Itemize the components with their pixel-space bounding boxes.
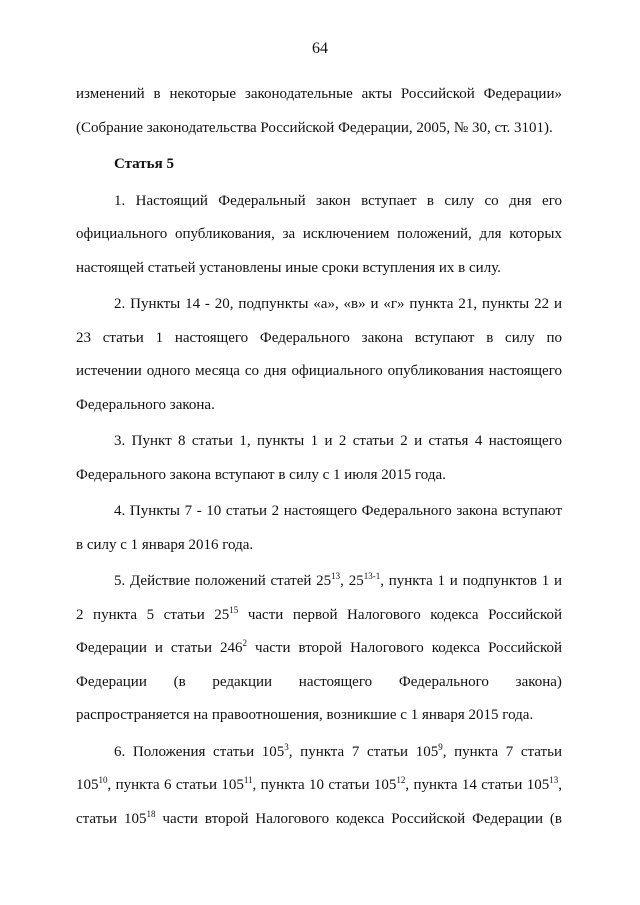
p4-line-1: 4. Пункты 7 - 10 статьи 2 настоящего Федерального закона вступают <box>114 503 562 519</box>
p2-line-3: истечении одного месяца со дня официального опубликования настоящего <box>76 363 562 379</box>
p6-l3-text-a: статьи 105 <box>76 810 147 827</box>
p5-l1-text-c: , пункта 1 и подпунктов 1 и <box>380 573 562 589</box>
p5-l2-text-b: части первой Налогового кодекса Российской <box>238 606 562 623</box>
p6-l2-text-e: , <box>558 777 562 793</box>
p5-line-4 <box>76 666 562 700</box>
p5-l4-word-1: Федерации <box>76 673 147 690</box>
p5-l1-sup-2: 13-1 <box>363 571 381 581</box>
p2-line-2: 23 статьи 1 настоящего Федерального закона вступают в силу по <box>76 329 562 346</box>
p6-l2-sup-2: 11 <box>243 775 253 785</box>
p6-l2-text-b: , пункта 6 статьи 105 <box>107 777 244 793</box>
p1-line-3: настоящей статьей установлены иные сроки вступления их в силу. <box>76 259 501 276</box>
p6-l2-text-a: 105 <box>76 777 99 793</box>
p5-l4-word-3: редакции <box>212 673 273 690</box>
paragraph-6 <box>76 736 562 837</box>
p6-l2-sup-3: 12 <box>396 775 406 785</box>
p5-l4-word-5: Федерального <box>398 673 489 690</box>
paragraph-1 <box>76 185 562 286</box>
p5-l4-word-4: настоящего <box>298 673 373 690</box>
p1-line-1: 1. Настоящий Федеральный закон вступает в силу со дня его <box>114 192 562 209</box>
p6-l2-text-d: , пункта 14 статьи 105 <box>405 777 550 793</box>
intro-line-2: (Собрание законодательства Российской Федерации, 2005, № 30, ст. 3101). <box>76 119 553 136</box>
p6-line-2 <box>76 769 562 803</box>
p4-line-2: в силу с 1 января 2016 года. <box>76 536 254 553</box>
p3-line-2: Федерального закона вступают в силу с 1 июля 2015 года. <box>76 466 446 483</box>
p6-l1-text-b: , пункта 7 статьи 105 <box>288 743 439 760</box>
p2-line-4: Федерального закона. <box>76 396 215 413</box>
p5-l2-text-a: 2 пункта 5 статьи 25 <box>76 606 230 623</box>
p5-l3-text-b: части второй Налогового кодекса Российской <box>247 640 562 656</box>
p6-l2-text-c: , пункта 10 статьи 105 <box>252 777 397 793</box>
p6-line-1 <box>76 736 562 770</box>
document-body <box>76 78 562 836</box>
intro-paragraph <box>76 78 562 145</box>
p3-line-1: 3. Пункт 8 статьи 1, пункты 1 и 2 статьи 2 и статья 4 настоящего <box>114 433 562 449</box>
p5-line-1 <box>76 565 562 599</box>
p6-l1-sup-1: 3 <box>284 741 289 752</box>
paragraph-5 <box>76 565 562 733</box>
p6-l1-text-c: , пункта 7 статьи <box>442 743 562 760</box>
paragraph-4 <box>76 495 562 562</box>
p5-line-3 <box>76 632 562 666</box>
p6-l2-sup-1: 10 <box>98 775 108 785</box>
p5-line-2 <box>76 599 562 633</box>
p5-l1-text-a: 5. Действие положений статей 25 <box>114 573 332 589</box>
p2-line-1: 2. Пункты 14 - 20, подпункты «а», «в» и «г» пункта 21, пункты 22 и <box>114 296 562 312</box>
p6-l1-sup-2: 9 <box>438 741 443 752</box>
article-title: Статья 5 <box>114 156 174 172</box>
p6-l2-sup-4: 13 <box>549 775 559 785</box>
paragraph-3 <box>76 425 562 492</box>
p5-l2-sup: 15 <box>229 604 239 615</box>
intro-line-1: изменений в некоторые законодательные акты Российской Федерации» <box>76 86 562 102</box>
p5-l3-sup: 2 <box>242 638 248 648</box>
p5-l1-sup-1: 13 <box>331 571 341 581</box>
p6-line-3 <box>76 803 562 837</box>
page-number: 64 <box>312 40 328 57</box>
p6-l1-text-a: 6. Положения статьи 105 <box>114 743 285 760</box>
p5-l3-text-a: Федерации и статьи 246 <box>76 640 243 656</box>
p5-l4-word-2: (в <box>173 673 186 690</box>
p5-l1-text-b: , 25 <box>340 573 364 589</box>
p1-line-2: официального опубликования, за исключением положений, для которых <box>76 226 562 242</box>
p5-line-5: распространяется на правоотношения, возникшие с 1 января 2015 года. <box>76 707 534 723</box>
p6-l3-sup: 18 <box>146 808 156 819</box>
p6-l3-text-b: части второй Налогового кодекса Российской Федерации (в <box>155 810 562 827</box>
p5-l4-word-6: закона) <box>515 673 562 690</box>
paragraph-2 <box>76 288 562 422</box>
